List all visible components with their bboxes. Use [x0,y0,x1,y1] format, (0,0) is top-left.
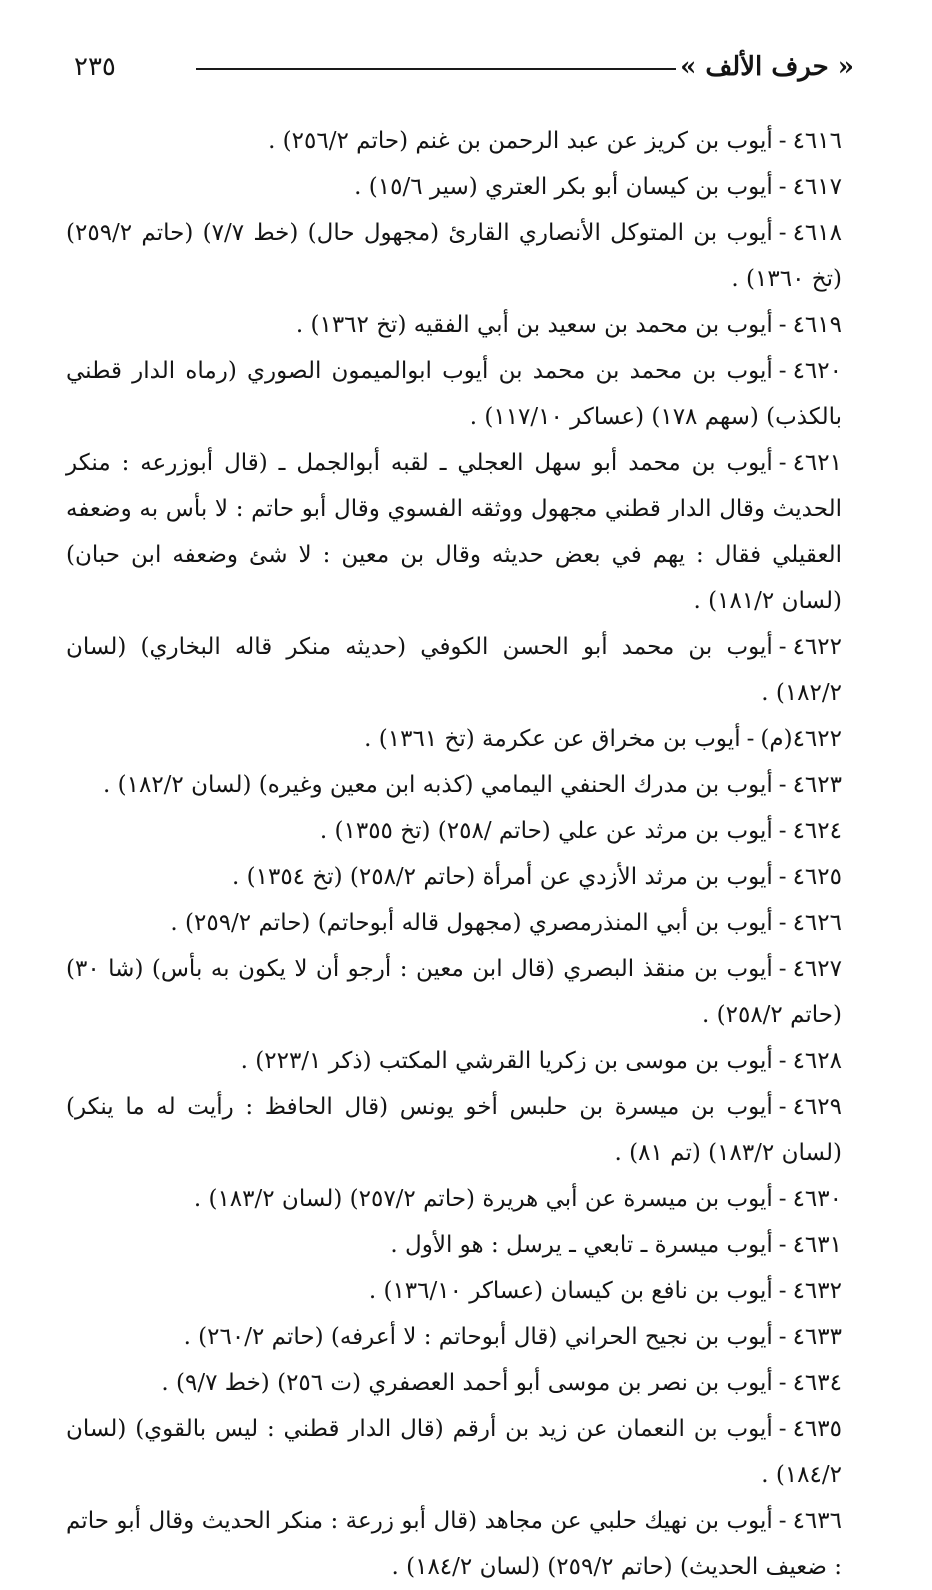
entry: ٤٦٣٤-أيوب بن نصر بن موسى أبو أحمد العصفري (ت ٢٥٦) (خط ٩/٧) . [66,1360,842,1406]
entry: ٤٦٢٢(م)-أيوب بن مخراق عن عكرمة (تخ ١٣٦١) . [66,716,842,762]
entry-text: أيوب بن مرثد عن علي (حاتم /٢٥٨) (تخ ١٣٥٥) . [319,818,773,844]
entry-number: ٤٦١٩ [792,312,842,338]
entry-number: ٤٦٢٨ [792,1048,842,1074]
entry-text: أيوب بن نصر بن موسى أبو أحمد العصفري (ت ٢٥٦) (خط ٩/٧) . [161,1370,773,1396]
entry: ٤٦١٦-أيوب بن كريز عن عبد الرحمن بن غنم (حاتم ٢٥٦/٢) . [66,118,842,164]
entry-number: ٤٦٢٧ [792,956,842,982]
entry-number: ٤٦٣١ [792,1232,842,1258]
entry-text: أيوب بن محمد بن سعيد بن أبي الفقيه (تخ ١٣٦٢) . [295,312,773,338]
entry-text: أيوب بن مخراق عن عكرمة (تخ ١٣٦١) . [364,726,741,752]
entry: ٤٦٢٦-أيوب بن أبي المنذرمصري (مجهول قاله أبوحاتم) (حاتم ٢٥٩/٢) . [66,900,842,946]
entry: ٤٦٢٢-أيوب بن محمد أبو الحسن الكوفي (حديثه منكر قاله البخاري) (لسان ١٨٢/٢) . [66,624,842,716]
entry-text: أيوب بن محمد أبو سهل العجلي ـ لقبه أبوالجمل ـ (قال أبوزرعه : منكر الحديث وقال الدار قطني مجهول ووثقه الفسوي وقال أبو حاتم : لا بأس به وضعفه العقيلي فقال : يهم في بعض حديثه وقال بن معين : لا شئ وضعفه ابن حبان) (لسان ١٨١/٢) . [66,450,842,614]
entry-number: ٤٦٢١ [792,450,842,476]
entry-number: ٤٦٢٤ [792,818,842,844]
entry-text: أيوب بن كريز عن عبد الرحمن بن غنم (حاتم ٢٥٦/٢) . [268,128,773,154]
entry: ٤٦٣٣-أيوب بن نجيح الحراني (قال أبوحاتم : لا أعرفه) (حاتم ٢٦٠/٢) . [66,1314,842,1360]
entry: ٤٦١٩-أيوب بن محمد بن سعيد بن أبي الفقيه (تخ ١٣٦٢) . [66,302,842,348]
entry-number: ٤٦٣٠ [792,1186,842,1212]
entry-number: ٤٦٣٦ [792,1508,842,1534]
header-rule [196,68,676,70]
entry: ٤٦٢١-أيوب بن محمد أبو سهل العجلي ـ لقبه أبوالجمل ـ (قال أبوزرعه : منكر الحديث وقال الدار قطني مجهول ووثقه الفسوي وقال أبو حاتم : لا بأس به وضعفه العقيلي فقال : يهم في بعض حديثه وقال بن معين : لا شئ وضعفه ابن حبان) (لسان ١٨١/٢) . [66,440,842,624]
entry-text: أيوب ميسرة ـ تابعي ـ يرسل : هو الأول . [390,1232,773,1258]
entry-text: أيوب بن نهيك حلبي عن مجاهد (قال أبو زرعة : منكر الحديث وقال أبو حاتم : ضعيف الحديث) (حاتم ٢٥٩/٢) (لسان ١٨٤/٢) . [66,1508,842,1580]
entry-text: أيوب بن النعمان عن زيد بن أرقم (قال الدار قطني : ليس بالقوي) (لسان ١٨٤/٢) . [66,1416,842,1488]
entry: ٤٦٢٤-أيوب بن مرثد عن علي (حاتم /٢٥٨) (تخ ١٣٥٥) . [66,808,842,854]
entry-text: أيوب بن منقذ البصري (قال ابن معين : أرجو أن لا يكون به بأس) (شا ٣٠) (حاتم ٢٥٨/٢) . [66,956,842,1028]
entry-number: ٤٦٣٤ [792,1370,842,1396]
entry: ٤٦١٨-أيوب بن المتوكل الأنصاري القارئ (مجهول حال) (خط ٧/٧) (حاتم ٢٥٩/٢) (تخ ١٣٦٠) . [66,210,842,302]
entry-number: ٤٦١٦ [792,128,842,154]
entry-number: ٤٦٢٢ [792,634,842,660]
entry-text: أيوب بن ميسرة بن حلبس أخو يونس (قال الحافظ : رأيت له ما ينكر) (لسان ١٨٣/٢) (تم ٨١) . [66,1094,842,1166]
entry-number: ٤٦٣٥ [792,1416,842,1442]
entry-text: أيوب بن موسى بن زكريا القرشي المكتب (ذكر ٢٢٣/١) . [240,1048,773,1074]
entry: ٤٦٢٣-أيوب بن مدرك الحنفي اليمامي (كذبه ابن معين وغيره) (لسان ١٨٢/٢) . [66,762,842,808]
page-number: ٢٣٥ [74,52,116,82]
entry: ٤٦١٧-أيوب بن كيسان أبو بكر العتري (سير ١٥/٦) . [66,164,842,210]
chapter-title: « حرف الألف » [680,52,854,82]
entry-number: ٤٦٢٩ [792,1094,842,1120]
entry: ٤٦٢٨-أيوب بن موسى بن زكريا القرشي المكتب (ذكر ٢٢٣/١) . [66,1038,842,1084]
entry-text: أيوب بن ميسرة عن أبي هريرة (حاتم ٢٥٧/٢) (لسان ١٨٣/٢) . [193,1186,773,1212]
entry: ٤٦٣٥-أيوب بن النعمان عن زيد بن أرقم (قال الدار قطني : ليس بالقوي) (لسان ١٨٤/٢) . [66,1406,842,1498]
entry-text: أيوب بن محمد بن محمد بن أيوب ابوالميمون الصوري (رماه الدار قطني بالكذب) (سهم ١٧٨) (عساكر ١١٧/١٠) . [66,358,842,430]
entry-number: ٤٦٢٢(م) [760,726,842,752]
entry: ٤٦٢٧-أيوب بن منقذ البصري (قال ابن معين : أرجو أن لا يكون به بأس) (شا ٣٠) (حاتم ٢٥٨/٢) . [66,946,842,1038]
entry-text: أيوب بن كيسان أبو بكر العتري (سير ١٥/٦) . [354,174,773,200]
entry-number: ٤٦٢٥ [792,864,842,890]
entry-number: ٤٦٢٣ [792,772,842,798]
entry-text: أيوب بن محمد أبو الحسن الكوفي (حديثه منكر قاله البخاري) (لسان ١٨٢/٢) . [66,634,842,706]
entry-text: أيوب بن مدرك الحنفي اليمامي (كذبه ابن معين وغيره) (لسان ١٨٢/٢) . [103,772,773,798]
entry-text: أيوب بن مرثد الأزدي عن أمرأة (حاتم ٢٥٨/٢) (تخ ١٣٥٤) . [232,864,773,890]
entry: ٤٦٢٠-أيوب بن محمد بن محمد بن أيوب ابوالميمون الصوري (رماه الدار قطني بالكذب) (سهم ١٧٨) (عساكر ١١٧/١٠) . [66,348,842,440]
entry: ٤٦٣٦-أيوب بن نهيك حلبي عن مجاهد (قال أبو زرعة : منكر الحديث وقال أبو حاتم : ضعيف الحديث) (حاتم ٢٥٩/٢) (لسان ١٨٤/٢) . [66,1498,842,1590]
entries-list [66,118,842,1590]
entry: ٤٦٣١-أيوب ميسرة ـ تابعي ـ يرسل : هو الأول . [66,1222,842,1268]
entry: ٤٦٣٠-أيوب بن ميسرة عن أبي هريرة (حاتم ٢٥٧/٢) (لسان ١٨٣/٢) . [66,1176,842,1222]
entry-text: أيوب بن نافع بن كيسان (عساكر ١٣٦/١٠) . [368,1278,773,1304]
entry-text: أيوب بن نجيح الحراني (قال أبوحاتم : لا أعرفه) (حاتم ٢٦٠/٢) . [183,1324,773,1350]
entry-number: ٤٦٢٠ [792,358,842,384]
entry-text: أيوب بن المتوكل الأنصاري القارئ (مجهول حال) (خط ٧/٧) (حاتم ٢٥٩/٢) (تخ ١٣٦٠) . [66,220,842,292]
entry: ٤٦٢٩-أيوب بن ميسرة بن حلبس أخو يونس (قال الحافظ : رأيت له ما ينكر) (لسان ١٨٣/٢) (تم ٨١) . [66,1084,842,1176]
entry-number: ٤٦١٧ [792,174,842,200]
entry-number: ٤٦١٨ [792,220,842,246]
entry-number: ٤٦٣٢ [792,1278,842,1304]
entry: ٤٦٢٥-أيوب بن مرثد الأزدي عن أمرأة (حاتم ٢٥٨/٢) (تخ ١٣٥٤) . [66,854,842,900]
entry-text: أيوب بن أبي المنذرمصري (مجهول قاله أبوحاتم) (حاتم ٢٥٩/٢) . [170,910,773,936]
page-header [58,46,854,86]
entry-number: ٤٦٢٦ [792,910,842,936]
entry: ٤٦٣٢-أيوب بن نافع بن كيسان (عساكر ١٣٦/١٠) . [66,1268,842,1314]
entry-number: ٤٦٣٣ [792,1324,842,1350]
